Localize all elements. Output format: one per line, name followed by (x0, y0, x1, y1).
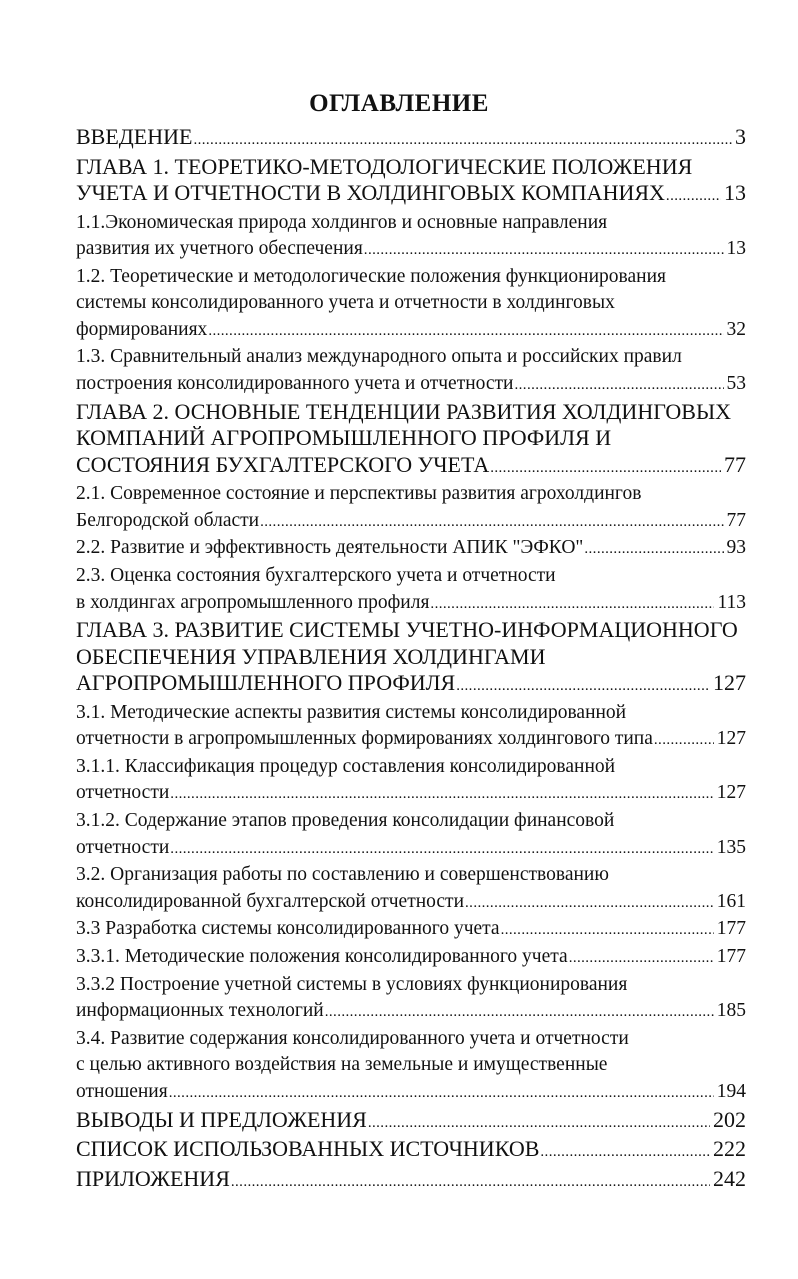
toc-entry-text: 2.2. Развитие и эффективность деятельности АПИК "ЭФКО" (76, 537, 584, 559)
toc-entry-text: 2.1. Современное состояние и перспективы развития агрохолдингов (76, 483, 642, 505)
toc-entry-chapter[interactable] (76, 399, 746, 482)
dot-leader (456, 673, 710, 700)
page-number: 127 (716, 782, 746, 804)
dot-leader (170, 836, 713, 863)
page-number: 13 (726, 238, 746, 260)
toc-entry-text: с целью активного воздействия на земельные и имущественные (76, 1054, 608, 1076)
toc-entry-text: 3.2. Организация работы по составлению и совершенствованию (76, 864, 609, 886)
toc-entry-text: 3.1.2. Содержание этапов проведения консолидации финансовой (76, 810, 615, 831)
page-number: 13 (724, 180, 746, 205)
page-number: 93 (726, 537, 746, 559)
table-of-contents (76, 124, 746, 1195)
page-number: 202 (713, 1106, 746, 1132)
page-number: 77 (726, 509, 746, 531)
toc-entry-sub[interactable] (76, 563, 746, 617)
toc-entry-text: развития их учетного обеспечения (76, 238, 363, 260)
page-number: 53 (726, 373, 746, 395)
dot-leader (364, 237, 724, 264)
toc-entry-text: 1.1.Экономическая природа холдингов и основные направления (76, 211, 608, 233)
dot-leader (569, 945, 714, 972)
dot-leader (208, 318, 723, 345)
dot-leader (368, 1110, 710, 1137)
toc-entry-text: отчетности (76, 782, 170, 804)
dot-leader (430, 591, 714, 618)
toc-entry-sub[interactable] (76, 916, 746, 944)
page-number: 77 (724, 451, 746, 477)
page-number: 161 (716, 890, 746, 912)
dot-leader (584, 536, 723, 563)
toc-entry-text: 2.3. Оценка состояния бухгалтерского учета и отчетности (76, 564, 556, 586)
toc-entry-text: КОМПАНИЙ АГРОПРОМЫШЛЕННОГО ПРОФИЛЯ И (76, 425, 612, 451)
toc-entry-text: системы консолидированного учета и отчетности в холдинговых (76, 292, 615, 314)
toc-entry-text: 3.1. Методические аспекты развития системы консолидированной (76, 701, 627, 723)
toc-entry-sub[interactable] (76, 808, 746, 862)
dot-leader (515, 372, 724, 399)
toc-entry-text: 3.3 Разработка системы консолидированного учета (76, 918, 500, 940)
toc-entry-text: построения консолидированного учета и отчетности (76, 373, 514, 395)
page-number: 177 (716, 918, 746, 940)
page-number: 194 (716, 1080, 746, 1102)
toc-entry-sub[interactable] (76, 972, 746, 1026)
page-number: 113 (717, 591, 746, 613)
dot-leader (540, 1139, 710, 1166)
toc-entry-text: в холдингах агропромышленного профиля (76, 591, 430, 613)
toc-entry-sub[interactable] (76, 700, 746, 754)
toc-entry-sub[interactable] (76, 481, 746, 535)
toc-entry-text: ГЛАВА 2. ОСНОВНЫЕ ТЕНДЕНЦИИ РАЗВИТИЯ ХОЛДИНГОВЫХ (76, 398, 732, 424)
toc-entry-text: ПРИЛОЖЕНИЯ (76, 1165, 230, 1191)
toc-entry-text: 1.2. Теоретические и методологические положения функционирования (76, 265, 666, 287)
toc-entry-sub[interactable] (76, 944, 746, 972)
dot-leader (231, 1169, 710, 1196)
toc-entry-sub[interactable] (76, 535, 746, 563)
toc-entry-text: 3.3.2 Построение учетной системы в условиях функционирования (76, 973, 628, 995)
toc-entry-text: Белгородской области (76, 509, 260, 531)
dot-leader (325, 999, 714, 1026)
toc-entry-sub[interactable] (76, 344, 746, 398)
toc-entry-text: 1.3. Сравнительный анализ международного опыта и российских правил (76, 346, 682, 368)
toc-entry-sub[interactable] (76, 862, 746, 916)
toc-entry-sub[interactable] (76, 264, 746, 345)
page-number: 185 (716, 1000, 746, 1022)
toc-entry-text: формированиях (76, 318, 208, 340)
page-number: 32 (726, 318, 746, 340)
toc-entry-text: ГЛАВА 3. РАЗВИТИЕ СИСТЕМЫ УЧЕТНО-ИНФОРМАЦИОННОГО (76, 617, 738, 643)
toc-entry-chapter[interactable] (76, 617, 746, 700)
toc-entry-text: 3.1.1. Классификация процедур составления консолидированной (76, 755, 616, 777)
toc-entry-sub[interactable] (76, 754, 746, 808)
dot-leader (169, 1080, 714, 1107)
dot-leader (666, 183, 721, 210)
page-number: 127 (716, 728, 746, 750)
toc-entry-chapter[interactable] (76, 154, 746, 210)
dot-leader (260, 509, 723, 536)
page-number: 127 (713, 670, 746, 696)
toc-entry-text: УЧЕТА И ОТЧЕТНОСТИ В ХОЛДИНГОВЫХ КОМПАНИЯХ (76, 180, 665, 205)
dot-leader (193, 127, 732, 154)
toc-entry-text: отчетности в агропромышленных формированиях холдингового типа (76, 728, 653, 750)
toc-entry-text: ВВЕДЕНИЕ (76, 124, 193, 149)
toc-entry-text: СПИСОК ИСПОЛЬЗОВАННЫХ ИСТОЧНИКОВ (76, 1136, 540, 1162)
toc-entry-text: 3.4. Развитие содержания консолидированного учета и отчетности (76, 1027, 629, 1049)
dot-leader (465, 890, 714, 917)
toc-entry-chapter[interactable] (76, 1166, 746, 1196)
page-number: 242 (713, 1165, 746, 1191)
toc-entry-text: СОСТОЯНИЯ БУХГАЛТЕРСКОГО УЧЕТА (76, 451, 490, 477)
toc-entry-chapter[interactable] (76, 1107, 746, 1137)
toc-entry-sub[interactable] (76, 1026, 746, 1107)
toc-entry-text: ГЛАВА 1. ТЕОРЕТИКО-МЕТОДОЛОГИЧЕСКИЕ ПОЛОЖЕНИЯ (76, 153, 693, 179)
toc-entry-text: 3.3.1. Методические положения консолидированного учета (76, 945, 568, 967)
toc-entry-text: консолидированной бухгалтерской отчетности (76, 890, 465, 912)
dot-leader (170, 781, 713, 808)
toc-entry-text: отчетности (76, 836, 170, 858)
toc-entry-chapter[interactable] (76, 1136, 746, 1166)
page-title: ОГЛАВЛЕНИЕ (309, 89, 489, 117)
toc-entry-text: отношения (76, 1080, 168, 1102)
dot-leader (490, 455, 721, 482)
toc-entry-text: ОБЕСПЕЧЕНИЯ УПРАВЛЕНИЯ ХОЛДИНГАМИ (76, 643, 546, 669)
toc-entry-chapter[interactable] (76, 124, 746, 154)
dot-leader (501, 917, 714, 944)
dot-leader (654, 727, 714, 754)
toc-entry-text: АГРОПРОМЫШЛЕННОГО ПРОФИЛЯ (76, 670, 456, 696)
toc-entry-text: информационных технологий (76, 1000, 324, 1022)
toc-entry-text: ВЫВОДЫ И ПРЕДЛОЖЕНИЯ (76, 1106, 367, 1132)
page-number: 3 (735, 124, 746, 149)
page-number: 177 (716, 945, 746, 967)
page-number: 222 (713, 1136, 746, 1162)
toc-entry-sub[interactable] (76, 210, 746, 264)
page-number: 135 (716, 836, 746, 858)
